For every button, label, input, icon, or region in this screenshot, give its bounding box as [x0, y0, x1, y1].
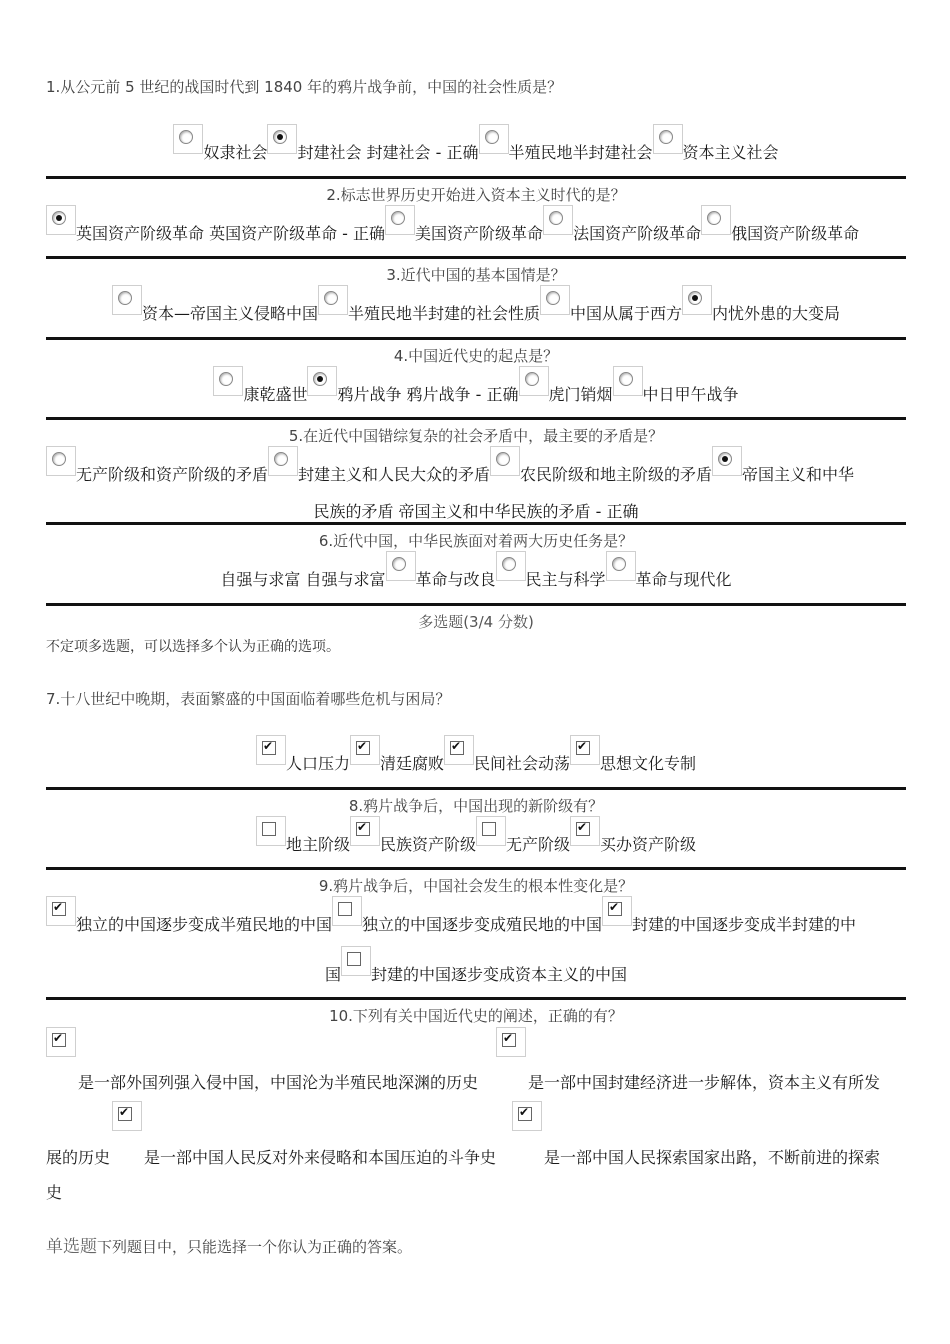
checkbox-checked[interactable] — [444, 735, 474, 765]
q8-option-3[interactable]: 无产阶级 — [476, 816, 570, 855]
multi-choice-section-title: 多选题(3/4 分数) — [418, 613, 534, 631]
q10-option-3-label: 是一部中国人民反对外来侵略和本国压迫的斗争史 — [144, 1148, 497, 1167]
q1-option-1[interactable]: 奴隶社会 — [173, 124, 267, 163]
radio-button-selected[interactable] — [712, 446, 742, 476]
q2-option-4[interactable]: 俄国资产阶级革命 — [701, 205, 859, 244]
section-label: 单选题 — [46, 1237, 97, 1257]
radio-button[interactable] — [606, 551, 636, 581]
q8-option-4[interactable]: ✔ 买办资产阶级 — [570, 816, 696, 855]
radio-button[interactable] — [543, 205, 573, 235]
multi-choice-note: 不定项多选题，可以选择多个认为正确的选项。 — [46, 639, 340, 655]
q9-option-1[interactable]: ✔独立的中国逐步变成半殖民地的中国 — [46, 896, 332, 935]
q9-option-3[interactable]: ✔ 封建的中国逐步变成半封建的中 — [602, 896, 856, 935]
q8-option-2[interactable]: ✔ 民族资产阶级 — [350, 816, 476, 855]
q3-option-2[interactable]: 半殖民地半封建的社会性质 — [318, 285, 540, 324]
q1-option-3[interactable]: 半殖民地半封建社会 — [479, 124, 653, 163]
q9-option-4[interactable]: 封建的中国逐步变成资本主义的中国 — [341, 946, 627, 985]
q5-option-1[interactable]: 无产阶级和资产阶级的矛盾 — [46, 446, 268, 485]
q4-option-1[interactable]: 康乾盛世 — [213, 366, 307, 405]
divider — [46, 603, 906, 606]
radio-button-selected[interactable] — [267, 124, 297, 154]
question-2-title: 2.标志世界历史开始进入资本主义时代的是？ — [326, 186, 626, 204]
divider — [46, 256, 906, 259]
q3-option-1[interactable]: 资本—帝国主义侵略中国 — [112, 285, 318, 324]
radio-button[interactable] — [701, 205, 731, 235]
checkbox[interactable] — [341, 946, 371, 976]
q3-option-4[interactable]: 内忧外患的大变局 — [682, 285, 840, 324]
question-8-title: 8.鸦片战争后，中国出现的新阶级有？ — [348, 797, 604, 815]
checkbox-checked[interactable] — [256, 735, 286, 765]
radio-button[interactable] — [46, 446, 76, 476]
q10-option-1-label: 是一部外国列强入侵中国，中国沦为半殖民地深渊的历史 — [78, 1073, 479, 1092]
q10-option-4-label: 是一部中国人民探索国家出路，不断前进的探索 — [544, 1148, 881, 1167]
q10-option-4-label-continued: 史 — [46, 1183, 63, 1202]
question-8-options — [46, 816, 906, 854]
q10-option-2-label-continued: 展的历史 — [46, 1148, 111, 1167]
checkbox-checked[interactable] — [350, 816, 380, 846]
divider — [46, 417, 906, 420]
q9-option-2[interactable]: 独立的中国逐步变成殖民地的中国 — [332, 896, 602, 935]
radio-button[interactable] — [173, 124, 203, 154]
divider — [46, 867, 906, 870]
radio-button[interactable] — [490, 446, 520, 476]
question-5-title: 5.在近代中国错综复杂的社会矛盾中，最主要的矛盾是？ — [288, 427, 664, 445]
q5-option-2[interactable]: 封建主义和人民大众的矛盾 — [268, 446, 490, 485]
q7-option-1[interactable]: ✔人口压力 — [256, 735, 350, 774]
question-2-options — [46, 205, 906, 243]
radio-button-selected[interactable] — [682, 285, 712, 315]
q6-option-1[interactable]: 自强与求富 自强与求富 — [220, 570, 386, 589]
radio-button[interactable] — [653, 124, 683, 154]
checkbox-checked[interactable] — [570, 816, 600, 846]
question-4-title: 4.中国近代史的起点是？ — [393, 347, 559, 365]
radio-button[interactable] — [613, 366, 643, 396]
radio-button[interactable] — [519, 366, 549, 396]
q1-option-4[interactable]: 资本主义社会 — [653, 124, 779, 163]
radio-button[interactable] — [213, 366, 243, 396]
divider — [46, 337, 906, 340]
q3-option-3[interactable]: 中国从属于西方 — [540, 285, 682, 324]
question-9-options — [46, 896, 906, 934]
checkbox-checked[interactable] — [602, 896, 632, 926]
radio-button[interactable] — [496, 551, 526, 581]
checkbox[interactable] — [332, 896, 362, 926]
radio-button[interactable] — [268, 446, 298, 476]
question-9-options-cont — [46, 946, 906, 984]
q6-option-4[interactable]: 革命与现代化 — [606, 551, 732, 590]
divider — [46, 522, 906, 525]
radio-button-selected[interactable] — [307, 366, 337, 396]
question-9-title: 9.鸦片战争后，中国社会发生的根本性变化是？ — [318, 877, 634, 895]
q6-option-3[interactable]: 民主与科学 — [496, 551, 606, 590]
q4-option-2[interactable]: 鸦片战争 鸦片战争 - 正确 — [307, 366, 518, 405]
checkbox[interactable] — [476, 816, 506, 846]
q10-option-3-checkbox[interactable] — [112, 1101, 142, 1131]
q7-option-3[interactable]: ✔ 民间社会动荡 — [444, 735, 570, 774]
q7-option-4[interactable]: ✔ 思想文化专制 — [570, 735, 696, 774]
question-3-options — [46, 285, 906, 323]
radio-button[interactable] — [386, 551, 416, 581]
radio-button[interactable] — [112, 285, 142, 315]
q2-option-1[interactable]: 英国资产阶级革命 英国资产阶级革命 - 正确 — [46, 205, 385, 244]
q4-option-4[interactable]: 中日甲午战争 — [613, 366, 739, 405]
q5-option-4-continued: 民族的矛盾 帝国主义和中华民族的矛盾 - 正确 — [313, 502, 639, 521]
question-6-title: 6.近代中国，中华民族面对着两大历史任务是？ — [318, 532, 634, 550]
q10-option-1-checkbox[interactable] — [46, 1027, 76, 1057]
q5-option-4[interactable]: 帝国主义和中华 — [712, 446, 854, 485]
q7-option-2[interactable]: ✔ 清廷腐败 — [350, 735, 444, 774]
question-1-title: 1.从公元前 5 世纪的战国时代到 1840 年的鸦片战争前，中国的社会性质是？ — [46, 78, 563, 96]
radio-button[interactable] — [479, 124, 509, 154]
checkbox-checked[interactable] — [570, 735, 600, 765]
radio-button-selected[interactable] — [46, 205, 76, 235]
q5-option-3[interactable]: 农民阶级和地主阶级的矛盾 — [490, 446, 712, 485]
question-5-options — [46, 446, 906, 484]
radio-button[interactable] — [385, 205, 415, 235]
radio-button[interactable] — [540, 285, 570, 315]
radio-button[interactable] — [318, 285, 348, 315]
q9-option-3-continued: 国 — [324, 965, 341, 984]
q4-option-3[interactable]: 虎门销烟 — [519, 366, 613, 405]
q2-option-3[interactable]: 法国资产阶级革命 — [543, 205, 701, 244]
question-4-options — [46, 366, 906, 404]
divider — [46, 176, 906, 179]
checkbox-checked[interactable] — [350, 735, 380, 765]
q10-option-4-checkbox[interactable] — [512, 1101, 542, 1131]
q6-option-2[interactable]: 革命与改良 — [386, 551, 496, 590]
q10-option-2-checkbox[interactable] — [496, 1027, 526, 1057]
question-3-title: 3.近代中国的基本国情是？ — [386, 266, 566, 284]
single-choice-instruction — [46, 1232, 412, 1257]
q10-option-2-label: 是一部中国封建经济进一步解体，资本主义有所发 — [528, 1073, 881, 1092]
instruction-text: 下列题目中，只能选择一个你认为正确的答案。 — [97, 1238, 413, 1256]
q2-option-2[interactable]: 美国资产阶级革命 — [385, 205, 543, 244]
question-7-options — [46, 735, 906, 773]
question-7-title: 7.十八世纪中晚期，表面繁盛的中国面临着哪些危机与困局？ — [46, 690, 451, 708]
q8-option-1[interactable]: 地主阶级 — [256, 816, 350, 855]
question-10-title: 10.下列有关中国近代史的阐述，正确的有？ — [329, 1007, 623, 1025]
question-6-options — [46, 551, 906, 589]
divider — [46, 787, 906, 790]
q1-option-2[interactable]: 封建社会 封建社会 - 正确 — [267, 124, 478, 163]
divider — [46, 997, 906, 1000]
checkbox-checked[interactable] — [46, 896, 76, 926]
question-1-options — [46, 124, 906, 162]
checkbox[interactable] — [256, 816, 286, 846]
